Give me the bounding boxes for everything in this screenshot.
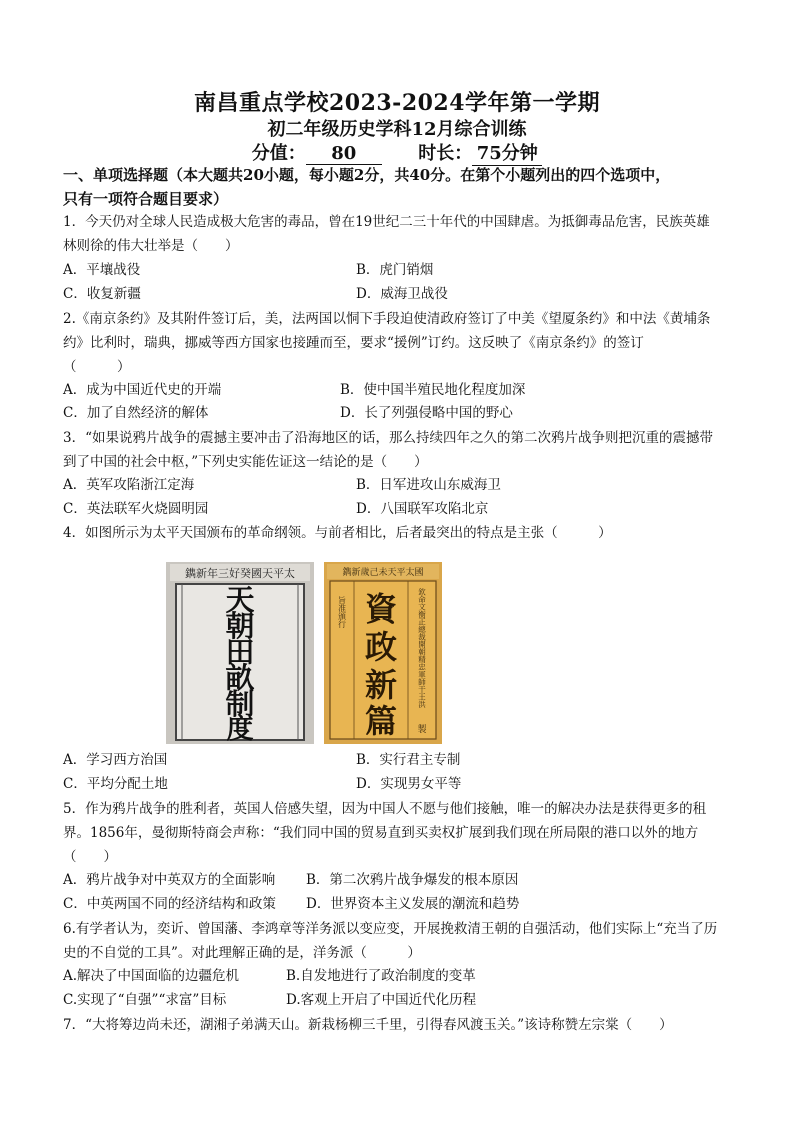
right-title-char: 新 xyxy=(364,666,398,704)
question-line: 5．作为鸦片战争的胜利者，英国人倍感失望，因为中国人不愿与他们接触，唯一的解决办法是获得更多的租 xyxy=(63,801,707,817)
zizheng-xinpian-image xyxy=(324,562,442,744)
option-d: D．长了列强侵略中国的野心 xyxy=(340,405,513,421)
option-c: C．加了自然经济的解体 xyxy=(63,405,209,421)
question-line: 到了中国的社会中枢，”下列史实能佐证这一结论的是（ ） xyxy=(63,454,428,470)
question-line: （ ） xyxy=(63,359,131,375)
option-c: C．平均分配土地 xyxy=(63,776,168,792)
question-line: 7．“大将筹边尚未还，湖湘子弟满天山。新栽杨柳三千里，引得春风渡玉关。”该诗称赞左宗棠（ ） xyxy=(63,1017,673,1033)
option-b: B．使中国半殖民地化程度加深 xyxy=(340,382,526,398)
right-title-char: 資 xyxy=(364,590,398,628)
left-title-char: 朝 xyxy=(225,609,255,643)
option-c: C．中英两国不同的经济结构和政策 xyxy=(63,896,276,912)
right-side-right: 欽命文衡正總裁開朝精忠軍師干王洪 xyxy=(417,588,427,708)
time-label: 时长： xyxy=(418,143,473,164)
section-heading-line: 一、单项选择题（本大题共20小题，每小题2分，共40分。在第个小题列出的四个选项中， xyxy=(63,166,671,184)
question-1 xyxy=(63,210,733,258)
question-line: 2.《南京条约》及其附件签订后，美，法两国以恫下手段迫使清政府签订了中美《望厦条约》和中法《黄埔条 xyxy=(63,311,711,327)
question-line: 界。1856年，曼彻斯特商会声称：“我们同中国的贸易直到买卖权扩展到我们现在所局限的港口以外的地方 xyxy=(63,825,699,841)
option-a: A．平壤战役 xyxy=(63,262,141,278)
option-b: B.自发地进行了政治制度的变革 xyxy=(286,968,476,984)
option-d: D．世界资本主义发展的潮流和趋势 xyxy=(306,896,520,912)
option-b: B．实行君主专制 xyxy=(356,752,461,768)
right-title-char: 篇 xyxy=(364,702,398,740)
right-top-strip: 鐫新歲己未天平太國 xyxy=(342,568,424,578)
option-a: A．学习西方治国 xyxy=(63,752,168,768)
option-d: D．实现男女平等 xyxy=(356,776,462,792)
option-d: D.客观上开启了中国近代化历程 xyxy=(286,992,477,1008)
option-b: B．第二次鸦片战争爆发的根本原因 xyxy=(306,872,519,888)
option-d: D．八国联军攻陷北京 xyxy=(356,501,489,517)
question-6 xyxy=(63,917,733,965)
left-title-char: 畝 xyxy=(225,661,255,695)
question-line: 1．今天仍对全球人民造成极大危害的毒品，曾在19世纪二三十年代的中国肆虐。为抵御毒品危害，民族英雄 xyxy=(63,214,710,230)
option-b: B．虎门销烟 xyxy=(356,262,434,278)
question-line: 4．如图所示为太平天国颁布的革命纲领。与前者相比，后者最突出的特点是主张（ ） xyxy=(63,525,612,541)
score-value: 80 xyxy=(306,143,382,165)
option-d: D．威海卫战役 xyxy=(356,286,448,302)
question-line: 6.有学者认为，奕䜣、曾国藩、李鸿章等洋务派以变应变，开展挽救清王朝的自强活动，他们实际上“充当了历 xyxy=(63,921,718,937)
question-2 xyxy=(63,307,733,379)
question-line: 史的不自觉的工具”。对此理解正确的是，洋务派（ ） xyxy=(63,945,421,961)
option-c: C．英法联军火烧圆明园 xyxy=(63,501,209,517)
exam-title: 南昌重点学校2023-2024学年第一学期 xyxy=(193,90,601,116)
left-title-char: 田 xyxy=(225,635,255,669)
question-line: 约》比利时，瑞典，挪威等西方国家也接踵而至，要求“援例”订约。这反映了《南京条约》的签订 xyxy=(63,335,644,351)
option-a: A.解决了中国面临的边疆危机 xyxy=(63,968,240,984)
option-a: A．成为中国近代史的开端 xyxy=(63,382,222,398)
question-3 xyxy=(63,426,733,474)
question-7 xyxy=(63,1013,733,1037)
option-a: A．鸦片战争对中英双方的全面影响 xyxy=(63,872,276,888)
question-line: 林则徐的伟大壮举是（ ） xyxy=(63,238,239,254)
right-side-right-end: 製 xyxy=(417,725,427,735)
left-title-char: 天 xyxy=(225,583,255,617)
exam-meta xyxy=(0,139,794,166)
right-title-char: 政 xyxy=(364,628,398,666)
left-top-strip: 鐫新年三好癸國天平太 xyxy=(185,567,295,580)
option-c: C.实现了“自强”“求富”目标 xyxy=(63,992,227,1008)
time-value: 75分钟 xyxy=(472,139,542,166)
score-label: 分值： xyxy=(251,143,306,164)
section-heading-line: 只有一项符合题目要求） xyxy=(63,190,229,208)
tianchao-tianmu-zhidu-image xyxy=(166,562,314,744)
question-line: （ ） xyxy=(63,849,117,865)
right-side-left: 旨准頒行 xyxy=(337,596,347,628)
option-c: C．收复新疆 xyxy=(63,286,141,302)
left-title-char: 制 xyxy=(225,687,255,721)
section-heading xyxy=(63,163,733,211)
option-b: B．日军进攻山东威海卫 xyxy=(356,477,501,493)
exam-subtitle: 初二年级历史学科12月综合训练 xyxy=(267,119,527,140)
left-title-char: 度 xyxy=(226,714,254,744)
question-line: 3．“如果说鸦片战争的震撼主要冲击了沿海地区的话，那么持续四年之久的第二次鸦片战争则把沉重的震撼带 xyxy=(63,430,713,446)
question-5 xyxy=(63,797,733,869)
option-a: A．英军攻陷浙江定海 xyxy=(63,477,195,493)
question-4 xyxy=(63,521,733,545)
